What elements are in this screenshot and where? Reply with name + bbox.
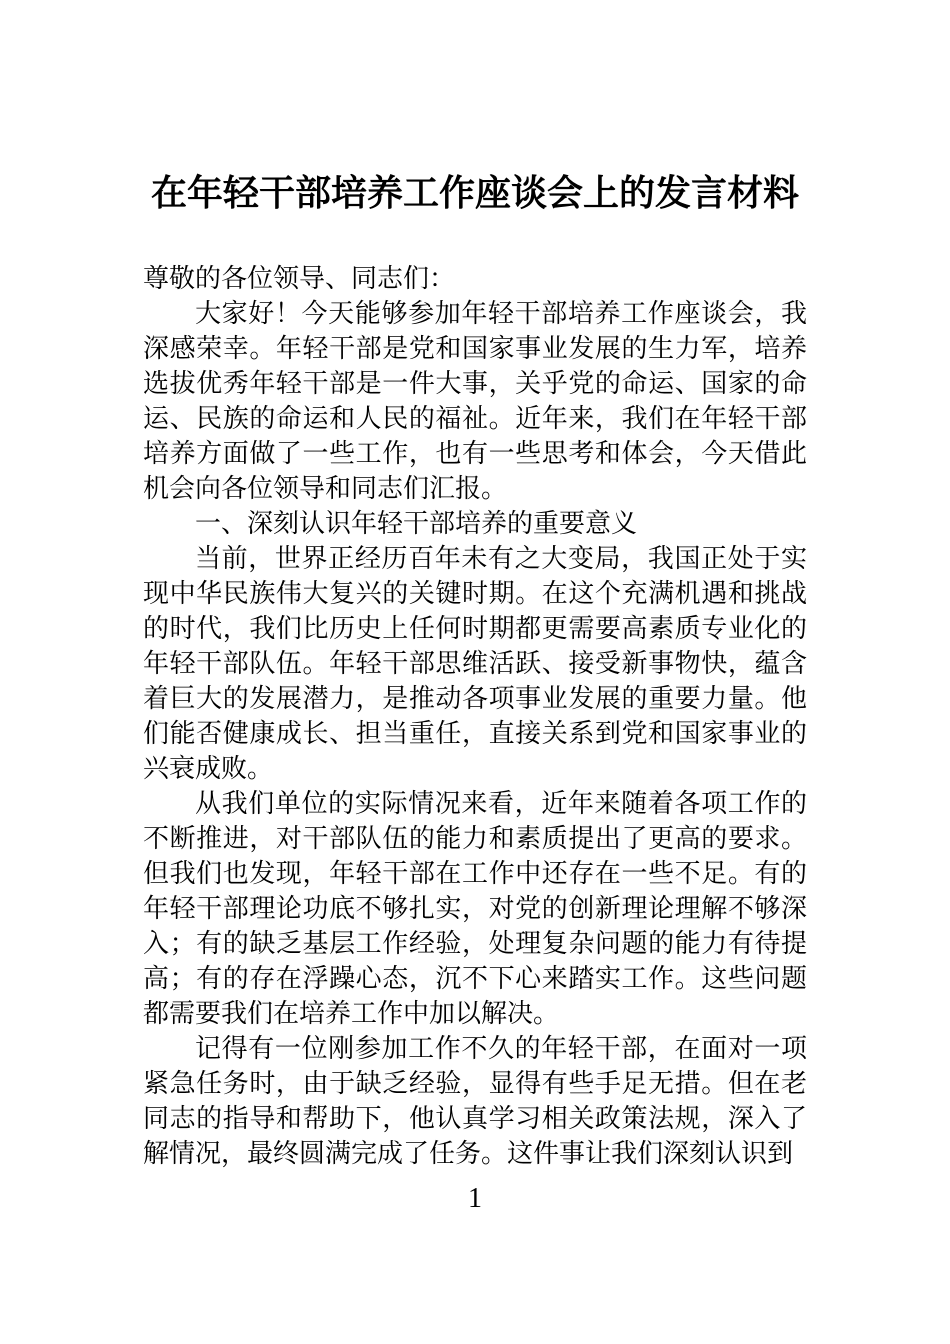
paragraph-intro: 大家好！今天能够参加年轻干部培养工作座谈会，我深感荣幸。年轻干部是党和国家事业发展的生力军，培养选拔优秀年轻干部是一件大事，关乎党的命运、国家的命运、民族的命运和人民的福祉。近年来，我们在年轻干部培养方面做了一些工作，也有一些思考和体会，今天借此机会向各位领导和同志们汇报。 <box>143 298 807 503</box>
page-number: 1 <box>468 1183 482 1214</box>
salutation-line: 尊敬的各位领导、同志们： <box>143 263 456 293</box>
section-heading-1: 一、深刻认识年轻干部培养的重要意义 <box>195 508 638 538</box>
paragraph-current-situation: 从我们单位的实际情况来看，近年来随着各项工作的不断推进，对干部队伍的能力和素质提出了更高的要求。但我们也发现，年轻干部在工作中还存在一些不足。有的年轻干部理论功底不够扎实，对党的创新理论理解不够深入；有的缺乏基层工作经验，处理复杂问题的能力有待提高；有的存在浮躁心态，沉不下心来踏实工作。这些问题都需要我们在培养工作中加以解决。 <box>143 788 807 1028</box>
document-title: 在年轻干部培养工作座谈会上的发言材料 <box>150 172 799 213</box>
paragraph-example: 记得有一位刚参加工作不久的年轻干部，在面对一项紧急任务时，由于缺乏经验，显得有些手足无措。但在老同志的指导和帮助下，他认真学习相关政策法规，深入了解情况，最终圆满完成了任务。这件事让我们深刻认识到 <box>143 1033 807 1168</box>
document-body <box>143 261 807 1171</box>
paragraph-significance: 当前，世界正经历百年未有之大变局，我国正处于实现中华民族伟大复兴的关键时期。在这个充满机遇和挑战的时代，我们比历史上任何时期都更需要高素质专业化的年轻干部队伍。年轻干部思维活跃、接受新事物快，蕴含着巨大的发展潜力，是推动各项事业发展的重要力量。他们能否健康成长、担当重任，直接关系到党和国家事业的兴衰成败。 <box>143 543 807 783</box>
